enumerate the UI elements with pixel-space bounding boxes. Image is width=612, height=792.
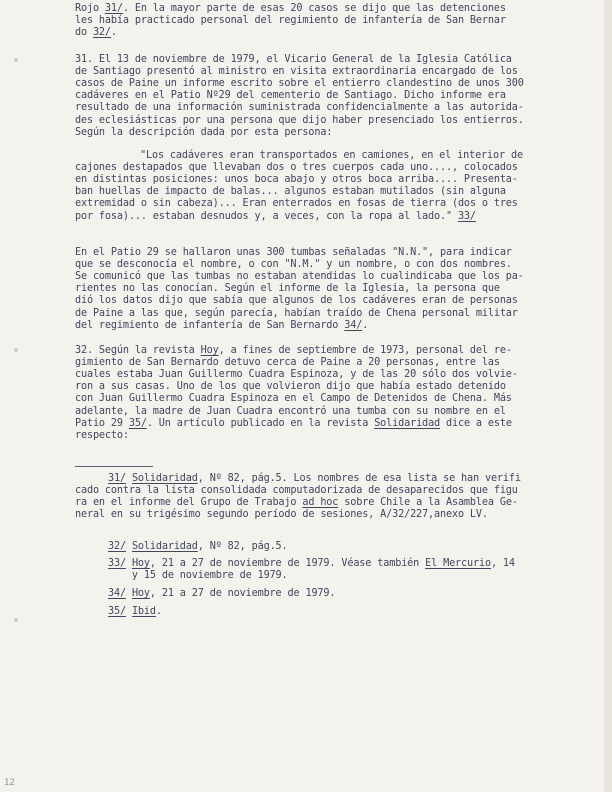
body-line (75, 357, 500, 369)
text-run: ban huellas de impacto de balas... algunos estaban mutilados (sin alguna (75, 186, 506, 198)
underlined-text: Solidaridad (374, 417, 441, 429)
underlined-text: Solidaridad (131, 541, 198, 552)
footnote-line (75, 485, 518, 497)
text-run: . (362, 319, 369, 331)
text-run: Rojo (75, 3, 105, 14)
underlined-text: 34/ (344, 319, 363, 331)
text-run: y 15 de noviembre de 1979. (108, 570, 288, 582)
body-line (75, 198, 518, 210)
body-line (75, 102, 524, 114)
body-line (75, 283, 500, 295)
footnote-line (75, 497, 518, 509)
text-run: de Santiago presentó al ministro en visita extraordinaria encargado de los (75, 66, 518, 78)
text-run: 31. El 13 de noviembre de 1979, el Vicario General de la Iglesia Católica (75, 54, 512, 65)
text-run: do (75, 27, 93, 39)
text-run: respecto: (75, 429, 129, 441)
text-run: por fosa)... estaban desnudos y, a veces, con la ropa al lado." (75, 210, 458, 222)
text-run: cuales estaba Juan Guillermo Cuadra Espinoza, y de las 20 sólo dos volvie- (75, 369, 518, 381)
corner-mark: 12 (4, 778, 15, 788)
body-line (75, 369, 518, 381)
body-line (75, 115, 524, 127)
body-line (75, 406, 506, 418)
page-edge-shadow (604, 0, 612, 792)
text-run: cajones destapados que llevaban dos o tres cuerpos cada uno...., colocados (75, 162, 518, 174)
body-line (75, 54, 512, 66)
body-line (75, 345, 512, 357)
body-line (75, 259, 512, 271)
binder-hole-mark (14, 58, 18, 62)
text-run: en distintas posiciones: unos boca abajo y otros boca arriba.... Presenta- (75, 174, 518, 186)
text-run: 32. Según la revista (75, 345, 201, 356)
body-line (75, 430, 129, 442)
body-line (75, 381, 506, 393)
underlined-text: Hoy (131, 558, 150, 569)
text-run: , 21 a 27 de noviembre de 1979. (149, 588, 336, 599)
underlined-text: 33/ (457, 210, 476, 222)
text-run: sobre Chile a la Asamblea Ge- (338, 497, 518, 509)
body-line (75, 3, 506, 15)
body-line (75, 15, 506, 27)
text-run: cado contra la lista consolidada computadorizada de desaparecidos que figu (75, 485, 518, 497)
text-run: ron a sus casas. Uno de los que volvieron dijo que había estado detenido (75, 381, 506, 393)
body-line (75, 393, 512, 405)
body-line (75, 78, 524, 90)
text-run: cadáveres en el Patio Nº29 del cementerio de Santiago. Dicho informe era (75, 90, 506, 102)
text-run: dió los datos dijo que sabía que algunos de los cadáveres eran de personas (75, 295, 518, 307)
text-run: con Juan Guillermo Cuadra Espinoza en el Campo de Detenidos de Chena. Más (75, 393, 512, 405)
body-line (75, 295, 518, 307)
text-run: casos de Paine un informe escrito sobre el entierro clandestino de unos 300 (75, 78, 524, 90)
underlined-text: 35/ (128, 417, 147, 429)
binder-hole-mark (14, 348, 18, 352)
footnote-line (108, 570, 288, 582)
text-run: gimiento de San Bernardo detuvo cerca de Paine a 20 personas, entre las (75, 357, 500, 369)
footnote-line (75, 509, 488, 521)
underlined-text: 33/ (108, 558, 126, 569)
footnote-separator (75, 466, 153, 467)
text-run: En el Patio 29 se hallaron unas 300 tumbas señaladas "N.N.", para indicar (75, 247, 512, 258)
body-line (75, 66, 518, 78)
footnote-line (108, 541, 288, 553)
binder-hole-mark (14, 618, 18, 622)
underlined-text: Ibid (131, 606, 156, 617)
footnote-line (108, 588, 335, 600)
underlined-text: 35/ (108, 606, 126, 617)
text-run: . (110, 27, 117, 39)
underlined-text: Solidaridad (131, 473, 198, 484)
text-run: Según la descripción dada por esta persona: (75, 126, 333, 138)
text-run: del regimiento de infantería de San Bernardo (75, 319, 345, 331)
body-line (75, 247, 512, 259)
text-run: ra en el informe del Grupo de Trabajo (75, 497, 303, 509)
text-run: adelante, la madre de Juan Cuadra encontró una tumba con su nombre en el (75, 405, 506, 417)
text-run: , Nº 82, pág.5. (197, 541, 288, 552)
body-line (75, 211, 476, 223)
body-line (75, 308, 518, 320)
underlined-text: ad hoc (302, 497, 339, 509)
body-line (75, 127, 332, 139)
body-line (75, 186, 506, 198)
text-run: que se desconocía el nombre, o con "N.M." y un nombre, o con dos nombres. (75, 259, 512, 271)
text-run: Patio 29 (75, 417, 129, 429)
text-run: . En la mayor parte de esas 20 casos se dijo que las detenciones (122, 3, 506, 14)
text-run: rientes no las conocían. Según el informe de la Iglesia, la persona que (75, 283, 500, 295)
footnote-line (108, 606, 162, 618)
footnote-line (108, 473, 521, 485)
body-line (140, 150, 523, 162)
text-run: , Nº 82, pág.5. Los nombres de esa lista se han verifi (197, 473, 521, 484)
text-run: , 14 (490, 558, 515, 569)
body-line (75, 320, 368, 332)
body-line (75, 418, 512, 430)
body-line (75, 271, 524, 283)
text-run: Se comunicó que las tumbas no estaban atendidas lo cualindicaba que los pa- (75, 271, 524, 283)
text-run: . (155, 606, 162, 617)
body-line (75, 174, 518, 186)
text-run: , 21 a 27 de noviembre de 1979. Véase también (149, 558, 426, 569)
body-line (75, 90, 506, 102)
underlined-text: El Mercurio (425, 558, 491, 569)
underlined-text: Hoy (131, 588, 150, 599)
body-line (75, 27, 117, 39)
text-run: "Los cadáveres eran transportados en camiones, en el interior de (140, 150, 523, 161)
underlined-text: 31/ (108, 473, 126, 484)
text-run: resultado de una información suministrada confidencialmente a las autorida- (75, 102, 524, 114)
text-run: des eclesiásticas por una persona que dijo haber presenciado los entierros. (75, 114, 524, 126)
text-run: , a fines de septiembre de 1973, personal del re- (218, 345, 512, 356)
text-run: de Paine a las que, según parecía, habían traído de Chena personal militar (75, 307, 518, 319)
underlined-text: 32/ (92, 27, 111, 39)
underlined-text: 31/ (104, 3, 123, 14)
text-run: dice a este (440, 417, 512, 429)
underlined-text: Hoy (200, 345, 219, 356)
text-run: neral en su trigésimo segundo período de sesiones, A/32/227,anexo LV. (75, 509, 488, 521)
footnote-line (108, 558, 515, 570)
text-run: extremidad o sin cabeza)... Eran enterrados en fosas de tierra (dos o tres (75, 198, 518, 210)
body-line (75, 162, 518, 174)
text-run: . Un artículo publicado en la revista (146, 417, 375, 429)
underlined-text: 32/ (108, 541, 126, 552)
text-run: les había practicado personal del regimiento de infantería de San Bernar (75, 15, 506, 27)
underlined-text: 34/ (108, 588, 126, 599)
